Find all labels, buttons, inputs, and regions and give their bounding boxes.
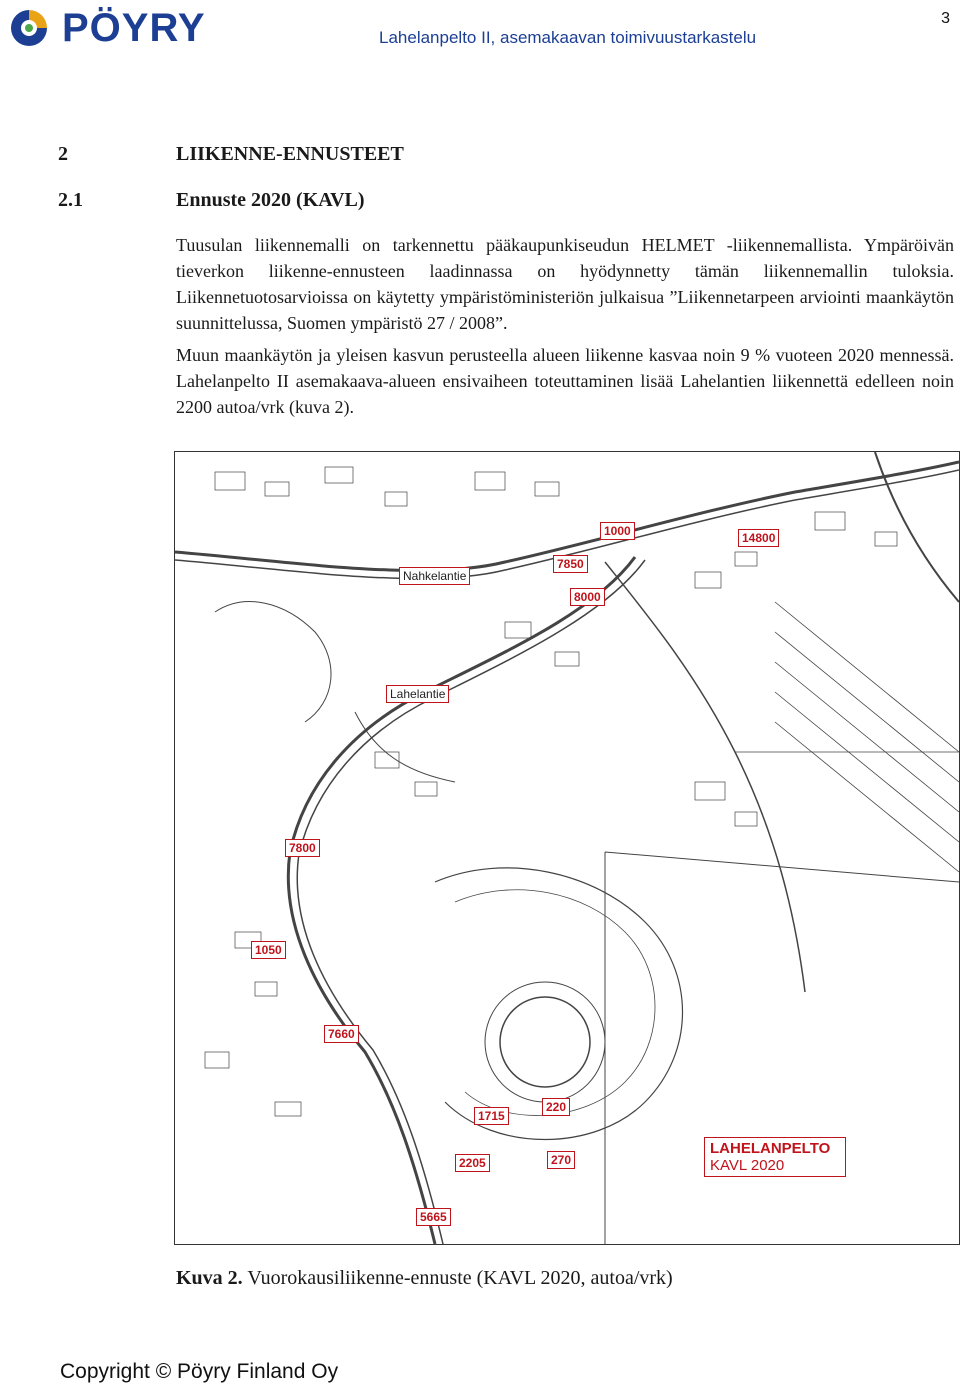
logo-text: PÖYRY: [62, 6, 206, 50]
volume-label-7660: 7660: [324, 1025, 359, 1043]
road-label-nahkelantie: Nahkelantie: [399, 567, 470, 585]
paragraph-1: Tuusulan liikennemalli on tarkennettu pääkaupunkiseudun HELMET -liikennemallista. Ympäröivän tieverkon liikenne-ennusteen laadinnassa on hyödynnetty tämän liikennemallin tuloksia. Liikennetuotosarvioissa on käytetty ympäristöministeriön julkaisua ”Liikennetarpeen arviointi maankäytön suunnittelussa, Suomen ympäristö 27 / 2008”.: [176, 235, 954, 333]
figure-caption: [176, 1267, 673, 1290]
volume-label-14800: 14800: [738, 529, 779, 547]
poyry-logo: [4, 6, 240, 50]
subsection-title: Ennuste 2020 (KAVL): [176, 189, 365, 211]
volume-label-1050: 1050: [251, 941, 286, 959]
volume-label-220: 220: [542, 1098, 570, 1116]
caption-text: Vuorokausiliikenne-ennuste (KAVL 2020, autoa/vrk): [242, 1267, 673, 1289]
volume-label-7800: 7800: [285, 839, 320, 857]
volume-label-7850: 7850: [553, 555, 588, 573]
volume-label-2205: 2205: [455, 1154, 490, 1172]
legend-subtitle: KAVL 2020: [710, 1157, 785, 1174]
header-title: Lahelanpelto II, asemakaavan toimivuustarkastelu: [379, 28, 757, 47]
footer-copyright: Copyright © Pöyry Finland Oy: [60, 1360, 339, 1383]
paragraph-2: Muun maankäytön ja yleisen kasvun perusteella alueen liikenne kasvaa noin 9 % vuoteen 2020 mennessä. Lahelanpelto II asemakaava-alueen ensivaiheen toteuttaminen lisää Lahelantien liikennettä edelleen noin 2200 autoa/vrk (kuva 2).: [176, 345, 954, 417]
traffic-forecast-map: [174, 451, 960, 1245]
caption-label: Kuva 2.: [176, 1267, 243, 1289]
volume-label-8000: 8000: [570, 588, 605, 606]
volume-label-1715: 1715: [474, 1107, 509, 1125]
volume-label-1000: 1000: [600, 522, 635, 540]
poyry-logo-icon: [4, 6, 54, 50]
page-number: 3: [941, 10, 950, 27]
volume-label-5665: 5665: [416, 1208, 451, 1226]
subsection-number: 2.1: [58, 189, 83, 211]
section-title: LIIKENNE-ENNUSTEET: [176, 143, 404, 165]
map-legend: [704, 1137, 846, 1177]
volume-label-270: 270: [547, 1151, 575, 1169]
page-header: [0, 0, 960, 60]
road-label-lahelantie: Lahelantie: [386, 685, 449, 703]
legend-title: LAHELANPELTO: [710, 1140, 831, 1157]
section-number: 2: [58, 143, 68, 165]
